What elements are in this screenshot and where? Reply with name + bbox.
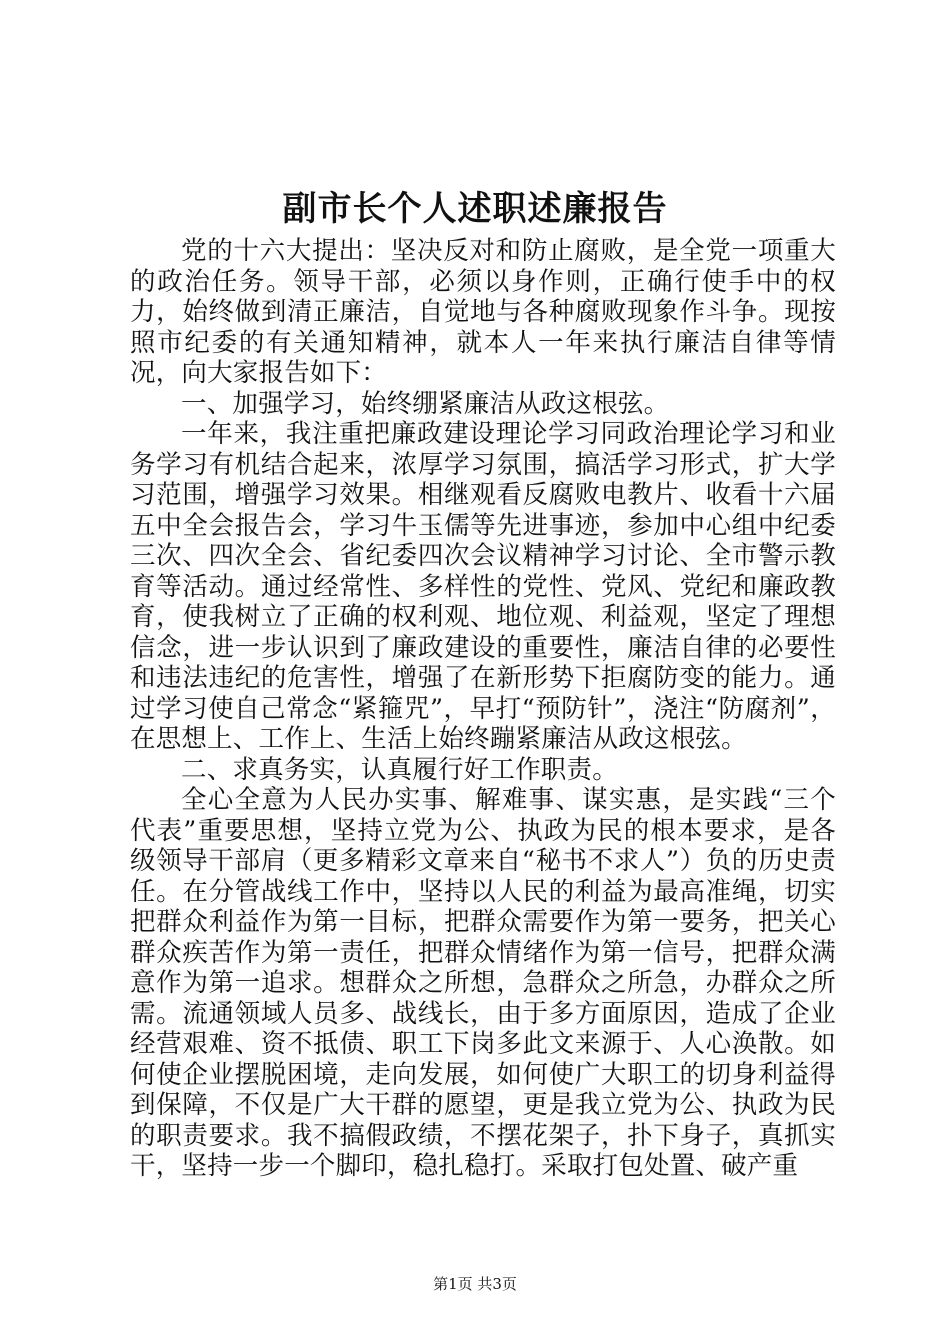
section-heading-2: 二、求真务实，认真履行好工作职责。 bbox=[181, 754, 618, 785]
paragraph-study: 一年来，我注重把廉政建设理论学习同政治理论学习和业务学习有机结合起来，浓厚学习氛围，搞活学习形式，扩大学习范围，增强学习效果。相继观看反腐败电教片、收看十六届五中全会报告会，学习牛玉儒等先进事迹，参加中心组中纪委三次、四次全会、省纪委四次会议精神学习讨论、全市警示教育等活动。通过经常性、多样性的党性、党风、党纪和廉政教育，使我树立了正确的权利观、地位观、利益观，坚定了理想信念，进一步认识到了廉政建设的重要性，廉洁自律的必要性和违法违纪的危害性，增强了在新形势下拒腐防变的能力。通过学习使自己常念“紧箍咒”，早打“预防针”，浇注“防腐剂”，在思想上、工作上、生活上始终蹦紧廉洁从政这根弦。 bbox=[130, 419, 836, 754]
paragraph-duty: 全心全意为人民办实事、解难事、谋实惠，是实践“三个代表”重要思想，坚持立党为公、执政为民的根本要求，是各级领导干部肩（更多精彩文章来自“秘书不求人”）负的历史责任。在分管战线工作中，坚持以人民的利益为最高准绳，切实把群众利益作为第一目标，把群众需要作为第一要务，把关心群众疾苦作为第一责任，把群众情绪作为第一信号，把群众满意作为第一追求。想群众之所想，急群众之所急，办群众之所需。流通领域人员多、战线长，由于多方面原因，造成了企业经营艰难、资不抵债、职工下岗多此文来源于、人心涣散。如何使企业摆脱困境，走向发展，如何使广大职工的切身利益得到保障，不仅是广大干群的愿望，更是我立党为公、执政为民的职责要求。我不搞假政绩，不摆花架子，扑下身子，真抓实干，坚持一步一个脚印，稳扎稳打。采取打包处置、破产重 bbox=[130, 785, 836, 1181]
paragraph-intro: 党的十六大提出：坚决反对和防止腐败，是全党一项重大的政治任务。领导干部，必须以身作则，正确行使手中的权力，始终做到清正廉洁，自觉地与各种腐败现象作斗争。现按照市纪委的有关通知精神，就本人一年来执行廉洁自律等情况，向大家报告如下： bbox=[130, 236, 836, 388]
document-title: 副市长个人述职述廉报告 bbox=[282, 189, 668, 229]
page-footer: 第1页 共3页 bbox=[433, 1275, 517, 1293]
section-heading-1: 一、加强学习，始终绷紧廉洁从政这根弦。 bbox=[181, 388, 670, 419]
document-body bbox=[130, 236, 836, 1182]
